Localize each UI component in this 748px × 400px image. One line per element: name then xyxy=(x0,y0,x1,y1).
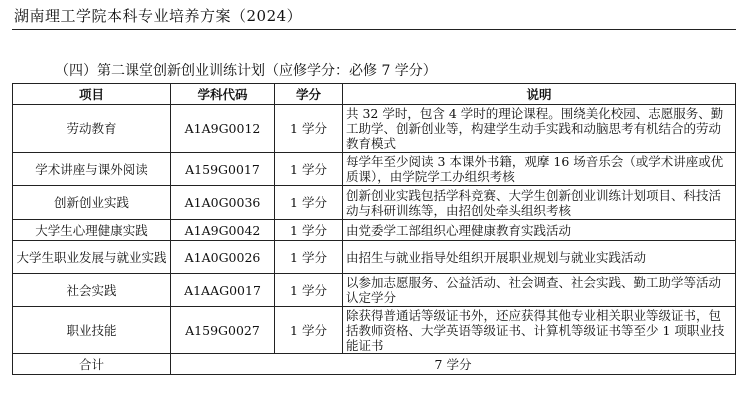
column-header-code: 学科代码 xyxy=(171,84,275,105)
cell-code: A1A9G0012 xyxy=(171,105,275,153)
table-row xyxy=(13,241,736,274)
column-header-credit: 学分 xyxy=(275,84,343,105)
table-row xyxy=(13,274,736,307)
cell-item: 学术讲座与课外阅读 xyxy=(13,153,171,186)
cell-description: 创新创业实践包括学科竞赛、大学生创新创业训练计划项目、科技活动与科研训练等，由招创处牵头组织考核 xyxy=(343,186,736,220)
table-row xyxy=(13,186,736,220)
table-row xyxy=(13,307,736,354)
cell-credit: 1 学分 xyxy=(275,186,343,220)
column-header-item: 项目 xyxy=(13,84,171,105)
cell-code: A1A9G0042 xyxy=(171,220,275,241)
cell-credit: 1 学分 xyxy=(275,105,343,153)
total-value: 7 学分 xyxy=(171,354,736,375)
table-row xyxy=(13,153,736,186)
cell-description: 由招生与就业指导处组织开展职业规划与就业实践活动 xyxy=(343,241,736,274)
header-divider xyxy=(12,29,736,30)
training-plan-table xyxy=(12,83,736,375)
cell-code: A159G0017 xyxy=(171,153,275,186)
table-total-row xyxy=(13,354,736,375)
table-row xyxy=(13,220,736,241)
total-label: 合计 xyxy=(13,354,171,375)
table-header-row xyxy=(13,84,736,105)
cell-item: 社会实践 xyxy=(13,274,171,307)
cell-code: A1A0G0026 xyxy=(171,241,275,274)
cell-credit: 1 学分 xyxy=(275,307,343,354)
cell-item: 劳动教育 xyxy=(13,105,171,153)
cell-description: 以参加志愿服务、公益活动、社会调查、社会实践、勤工助学等活动认定学分 xyxy=(343,274,736,307)
cell-code: A159G0027 xyxy=(171,307,275,354)
cell-credit: 1 学分 xyxy=(275,274,343,307)
column-header-description: 说明 xyxy=(343,84,736,105)
cell-item: 大学生职业发展与就业实践 xyxy=(13,241,171,274)
cell-credit: 1 学分 xyxy=(275,220,343,241)
cell-description: 除获得普通话等级证书外，还应获得其他专业相关职业等级证书，包括教师资格、大学英语等级证书、计算机等级证书等至少 1 项职业技能证书 xyxy=(343,307,736,354)
cell-description: 由党委学工部组织心理健康教育实践活动 xyxy=(343,220,736,241)
cell-item: 大学生心理健康实践 xyxy=(13,220,171,241)
cell-code: A1A0G0036 xyxy=(171,186,275,220)
cell-credit: 1 学分 xyxy=(275,153,343,186)
cell-description: 共 32 学时，包含 4 学时的理论课程。围绕美化校园、志愿服务、勤工助学、创新创业等，构建学生动手实践和动脑思考有机结合的劳动教育模式 xyxy=(343,105,736,153)
cell-item: 创新创业实践 xyxy=(13,186,171,220)
cell-code: A1AAG0017 xyxy=(171,274,275,307)
cell-item: 职业技能 xyxy=(13,307,171,354)
table-row xyxy=(13,105,736,153)
cell-credit: 1 学分 xyxy=(275,241,343,274)
page-header-title: 湖南理工学院本科专业培养方案（2024） xyxy=(14,7,303,25)
section-title: （四）第二课堂创新创业训练计划（应修学分：必修 7 学分） xyxy=(55,63,437,79)
cell-description: 每学年至少阅读 3 本课外书籍，观摩 16 场音乐会（或学术讲座或优质课），由学院学工办组织考核 xyxy=(343,153,736,186)
